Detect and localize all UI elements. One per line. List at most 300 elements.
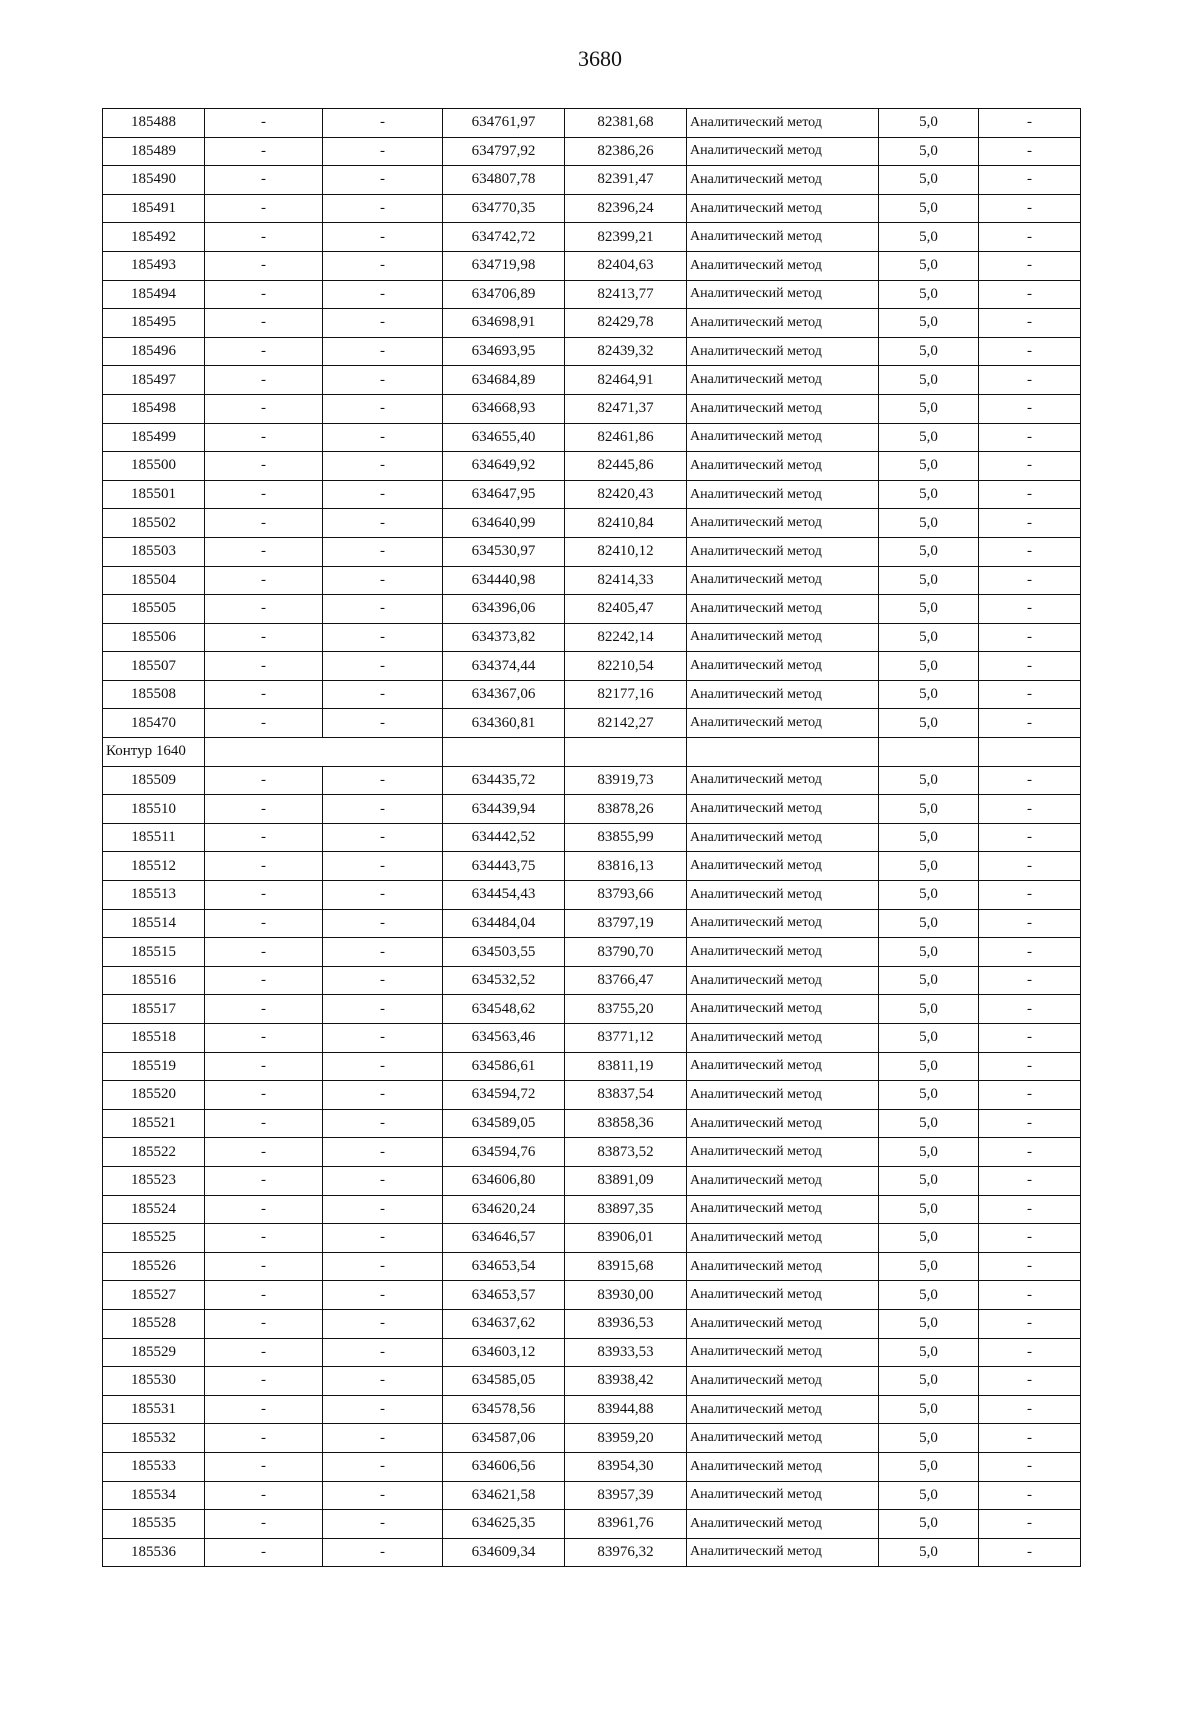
method-cell: Аналитический метод <box>687 452 879 481</box>
y-coordinate-cell: 83793,66 <box>565 881 687 910</box>
col-2-cell: - <box>205 166 323 195</box>
col-3-cell: - <box>323 566 443 595</box>
col-8-cell: - <box>979 1452 1081 1481</box>
col-2-cell: - <box>205 137 323 166</box>
x-coordinate-cell: 634435,72 <box>443 766 565 795</box>
point-number-cell: 185518 <box>103 1024 205 1053</box>
table-row <box>103 1224 1081 1253</box>
col-8-cell: - <box>979 1281 1081 1310</box>
method-cell: Аналитический метод <box>687 1081 879 1110</box>
point-number-cell: 185500 <box>103 452 205 481</box>
col-3-cell: - <box>323 1309 443 1338</box>
point-number-cell: 185533 <box>103 1452 205 1481</box>
table-row <box>103 1338 1081 1367</box>
col-2-cell: - <box>205 366 323 395</box>
y-coordinate-cell: 83976,32 <box>565 1538 687 1567</box>
method-cell: Аналитический метод <box>687 1424 879 1453</box>
point-number-cell: 185514 <box>103 909 205 938</box>
col-3-cell: - <box>323 1424 443 1453</box>
y-coordinate-cell: 82420,43 <box>565 480 687 509</box>
col-2-cell: - <box>205 1024 323 1053</box>
x-coordinate-cell: 634637,62 <box>443 1309 565 1338</box>
point-number-cell: 185510 <box>103 795 205 824</box>
col-8-cell: - <box>979 680 1081 709</box>
x-coordinate-cell: 634367,06 <box>443 680 565 709</box>
y-coordinate-cell: 82429,78 <box>565 309 687 338</box>
point-number-cell: 185531 <box>103 1395 205 1424</box>
col-3-cell: - <box>323 1481 443 1510</box>
accuracy-cell: 5,0 <box>879 280 979 309</box>
y-coordinate-cell: 83858,36 <box>565 1109 687 1138</box>
col-3-cell: - <box>323 1166 443 1195</box>
accuracy-cell: 5,0 <box>879 223 979 252</box>
method-cell: Аналитический метод <box>687 137 879 166</box>
col-8-cell: - <box>979 423 1081 452</box>
table-row <box>103 709 1081 738</box>
col-3-cell: - <box>323 480 443 509</box>
col-3-cell: - <box>323 309 443 338</box>
col-2-cell: - <box>205 1195 323 1224</box>
point-number-cell: 185535 <box>103 1510 205 1539</box>
accuracy-cell: 5,0 <box>879 1166 979 1195</box>
table-row <box>103 1052 1081 1081</box>
x-coordinate-cell: 634594,76 <box>443 1138 565 1167</box>
accuracy-cell: 5,0 <box>879 452 979 481</box>
col-2-cell: - <box>205 109 323 138</box>
point-number-cell: 185516 <box>103 966 205 995</box>
table-row <box>103 394 1081 423</box>
col-3-cell: - <box>323 881 443 910</box>
col-8-cell: - <box>979 995 1081 1024</box>
col-8-cell: - <box>979 1309 1081 1338</box>
accuracy-cell: 5,0 <box>879 309 979 338</box>
accuracy-cell: 5,0 <box>879 423 979 452</box>
x-coordinate-cell: 634719,98 <box>443 251 565 280</box>
point-number-cell: 185520 <box>103 1081 205 1110</box>
method-cell: Аналитический метод <box>687 1338 879 1367</box>
table-row <box>103 1424 1081 1453</box>
accuracy-cell: 5,0 <box>879 1024 979 1053</box>
accuracy-cell: 5,0 <box>879 680 979 709</box>
point-number-cell: 185509 <box>103 766 205 795</box>
accuracy-cell: 5,0 <box>879 881 979 910</box>
y-coordinate-cell: 82439,32 <box>565 337 687 366</box>
method-cell: Аналитический метод <box>687 881 879 910</box>
y-coordinate-cell: 82386,26 <box>565 137 687 166</box>
table-row <box>103 1024 1081 1053</box>
col-8-cell: - <box>979 909 1081 938</box>
y-coordinate-cell: 83961,76 <box>565 1510 687 1539</box>
table-row <box>103 1452 1081 1481</box>
col-8-cell: - <box>979 1166 1081 1195</box>
table-row <box>103 881 1081 910</box>
y-coordinate-cell: 83891,09 <box>565 1166 687 1195</box>
col-2-cell: - <box>205 709 323 738</box>
method-cell: Аналитический метод <box>687 566 879 595</box>
x-coordinate-cell: 634621,58 <box>443 1481 565 1510</box>
y-coordinate-cell: 83771,12 <box>565 1024 687 1053</box>
x-coordinate-cell: 634373,82 <box>443 623 565 652</box>
table-row <box>103 1510 1081 1539</box>
accuracy-cell: 5,0 <box>879 394 979 423</box>
x-coordinate-cell: 634374,44 <box>443 652 565 681</box>
x-coordinate-cell: 634587,06 <box>443 1424 565 1453</box>
table-row <box>103 766 1081 795</box>
col-2-cell: - <box>205 537 323 566</box>
x-coordinate-cell: 634698,91 <box>443 309 565 338</box>
y-coordinate-cell: 83915,68 <box>565 1252 687 1281</box>
table-row <box>103 337 1081 366</box>
y-coordinate-cell: 83790,70 <box>565 938 687 967</box>
point-number-cell: 185495 <box>103 309 205 338</box>
method-cell: Аналитический метод <box>687 938 879 967</box>
x-coordinate-cell: 634586,61 <box>443 1052 565 1081</box>
y-coordinate-cell: 82410,12 <box>565 537 687 566</box>
col-8-cell: - <box>979 795 1081 824</box>
point-number-cell: 185536 <box>103 1538 205 1567</box>
col-8-cell: - <box>979 452 1081 481</box>
method-cell: Аналитический метод <box>687 709 879 738</box>
table-row <box>103 1481 1081 1510</box>
col-8-cell: - <box>979 938 1081 967</box>
point-number-cell: 185506 <box>103 623 205 652</box>
x-coordinate-cell: 634693,95 <box>443 337 565 366</box>
y-coordinate-cell: 83936,53 <box>565 1309 687 1338</box>
method-cell: Аналитический метод <box>687 223 879 252</box>
col-8-cell: - <box>979 1224 1081 1253</box>
y-coordinate-cell: 82210,54 <box>565 652 687 681</box>
section-row <box>103 738 1081 767</box>
accuracy-cell: 5,0 <box>879 795 979 824</box>
table-row <box>103 595 1081 624</box>
method-cell: Аналитический метод <box>687 652 879 681</box>
col-8-cell: - <box>979 623 1081 652</box>
col-2-cell: - <box>205 1224 323 1253</box>
table-row <box>103 537 1081 566</box>
table-row <box>103 1252 1081 1281</box>
table-row <box>103 566 1081 595</box>
table-row <box>103 995 1081 1024</box>
table-row <box>103 909 1081 938</box>
method-cell: Аналитический метод <box>687 909 879 938</box>
table-row <box>103 509 1081 538</box>
y-coordinate-cell: 82381,68 <box>565 109 687 138</box>
y-coordinate-cell: 83816,13 <box>565 852 687 881</box>
point-number-cell: 185515 <box>103 938 205 967</box>
col-3-cell: - <box>323 423 443 452</box>
point-number-cell: 185527 <box>103 1281 205 1310</box>
x-coordinate-cell: 634443,75 <box>443 852 565 881</box>
point-number-cell: 185489 <box>103 137 205 166</box>
col-3-cell: - <box>323 766 443 795</box>
col-3-cell: - <box>323 938 443 967</box>
col-3-cell: - <box>323 1538 443 1567</box>
col-3-cell: - <box>323 795 443 824</box>
col-3-cell: - <box>323 680 443 709</box>
col-3-cell: - <box>323 1052 443 1081</box>
x-coordinate-cell: 634606,80 <box>443 1166 565 1195</box>
table-row <box>103 795 1081 824</box>
col-8-cell: - <box>979 537 1081 566</box>
method-cell: Аналитический метод <box>687 280 879 309</box>
method-cell: Аналитический метод <box>687 1481 879 1510</box>
col-3-cell: - <box>323 223 443 252</box>
y-coordinate-cell: 82445,86 <box>565 452 687 481</box>
col-3-cell: - <box>323 166 443 195</box>
col-8-cell: - <box>979 1081 1081 1110</box>
point-number-cell: 185511 <box>103 823 205 852</box>
point-number-cell: 185502 <box>103 509 205 538</box>
col-8-cell: - <box>979 337 1081 366</box>
method-cell: Аналитический метод <box>687 366 879 395</box>
col-2-cell: - <box>205 766 323 795</box>
x-coordinate-cell: 634647,95 <box>443 480 565 509</box>
point-number-cell: 185503 <box>103 537 205 566</box>
accuracy-cell: 5,0 <box>879 1309 979 1338</box>
col-8-cell: - <box>979 1252 1081 1281</box>
table-row <box>103 366 1081 395</box>
x-coordinate-cell: 634585,05 <box>443 1367 565 1396</box>
y-coordinate-cell: 83933,53 <box>565 1338 687 1367</box>
col-3-cell: - <box>323 1224 443 1253</box>
empty-cell <box>565 738 687 767</box>
y-coordinate-cell: 83938,42 <box>565 1367 687 1396</box>
point-number-cell: 185505 <box>103 595 205 624</box>
point-number-cell: 185519 <box>103 1052 205 1081</box>
method-cell: Аналитический метод <box>687 166 879 195</box>
col-8-cell: - <box>979 852 1081 881</box>
y-coordinate-cell: 82471,37 <box>565 394 687 423</box>
col-2-cell: - <box>205 1252 323 1281</box>
method-cell: Аналитический метод <box>687 1224 879 1253</box>
y-coordinate-cell: 82242,14 <box>565 623 687 652</box>
col-2-cell: - <box>205 823 323 852</box>
col-2-cell: - <box>205 652 323 681</box>
col-3-cell: - <box>323 280 443 309</box>
accuracy-cell: 5,0 <box>879 1481 979 1510</box>
method-cell: Аналитический метод <box>687 595 879 624</box>
col-2-cell: - <box>205 309 323 338</box>
accuracy-cell: 5,0 <box>879 1195 979 1224</box>
empty-cell <box>879 738 979 767</box>
accuracy-cell: 5,0 <box>879 366 979 395</box>
x-coordinate-cell: 634439,94 <box>443 795 565 824</box>
y-coordinate-cell: 83919,73 <box>565 766 687 795</box>
x-coordinate-cell: 634625,35 <box>443 1510 565 1539</box>
col-8-cell: - <box>979 109 1081 138</box>
x-coordinate-cell: 634807,78 <box>443 166 565 195</box>
method-cell: Аналитический метод <box>687 1309 879 1338</box>
x-coordinate-cell: 634653,57 <box>443 1281 565 1310</box>
point-number-cell: 185521 <box>103 1109 205 1138</box>
col-8-cell: - <box>979 566 1081 595</box>
x-coordinate-cell: 634603,12 <box>443 1338 565 1367</box>
col-8-cell: - <box>979 1481 1081 1510</box>
col-3-cell: - <box>323 1395 443 1424</box>
col-8-cell: - <box>979 1510 1081 1539</box>
accuracy-cell: 5,0 <box>879 852 979 881</box>
table-row <box>103 938 1081 967</box>
accuracy-cell: 5,0 <box>879 1252 979 1281</box>
table-row <box>103 652 1081 681</box>
col-8-cell: - <box>979 1424 1081 1453</box>
col-3-cell: - <box>323 623 443 652</box>
point-number-cell: 185498 <box>103 394 205 423</box>
point-number-cell: 185488 <box>103 109 205 138</box>
point-number-cell: 185490 <box>103 166 205 195</box>
col-3-cell: - <box>323 509 443 538</box>
col-2-cell: - <box>205 1109 323 1138</box>
accuracy-cell: 5,0 <box>879 109 979 138</box>
col-2-cell: - <box>205 1395 323 1424</box>
col-3-cell: - <box>323 1281 443 1310</box>
y-coordinate-cell: 82405,47 <box>565 595 687 624</box>
col-2-cell: - <box>205 1367 323 1396</box>
point-number-cell: 185517 <box>103 995 205 1024</box>
col-3-cell: - <box>323 452 443 481</box>
point-number-cell: 185513 <box>103 881 205 910</box>
method-cell: Аналитический метод <box>687 251 879 280</box>
col-3-cell: - <box>323 1138 443 1167</box>
method-cell: Аналитический метод <box>687 309 879 338</box>
table-row <box>103 823 1081 852</box>
y-coordinate-cell: 82396,24 <box>565 194 687 223</box>
table-row <box>103 452 1081 481</box>
table-row <box>103 1166 1081 1195</box>
accuracy-cell: 5,0 <box>879 652 979 681</box>
col-2-cell: - <box>205 452 323 481</box>
accuracy-cell: 5,0 <box>879 709 979 738</box>
table-row <box>103 1309 1081 1338</box>
x-coordinate-cell: 634655,40 <box>443 423 565 452</box>
empty-cell <box>205 738 443 767</box>
col-2-cell: - <box>205 1166 323 1195</box>
x-coordinate-cell: 634503,55 <box>443 938 565 967</box>
col-8-cell: - <box>979 280 1081 309</box>
method-cell: Аналитический метод <box>687 1252 879 1281</box>
x-coordinate-cell: 634706,89 <box>443 280 565 309</box>
col-2-cell: - <box>205 1338 323 1367</box>
x-coordinate-cell: 634578,56 <box>443 1395 565 1424</box>
y-coordinate-cell: 82464,91 <box>565 366 687 395</box>
accuracy-cell: 5,0 <box>879 1424 979 1453</box>
col-3-cell: - <box>323 823 443 852</box>
col-3-cell: - <box>323 1024 443 1053</box>
y-coordinate-cell: 82399,21 <box>565 223 687 252</box>
method-cell: Аналитический метод <box>687 1538 879 1567</box>
accuracy-cell: 5,0 <box>879 1138 979 1167</box>
empty-cell <box>979 738 1081 767</box>
x-coordinate-cell: 634594,72 <box>443 1081 565 1110</box>
col-2-cell: - <box>205 852 323 881</box>
col-8-cell: - <box>979 251 1081 280</box>
col-2-cell: - <box>205 566 323 595</box>
col-8-cell: - <box>979 1109 1081 1138</box>
y-coordinate-cell: 83755,20 <box>565 995 687 1024</box>
y-coordinate-cell: 82414,33 <box>565 566 687 595</box>
method-cell: Аналитический метод <box>687 1281 879 1310</box>
accuracy-cell: 5,0 <box>879 966 979 995</box>
table-row <box>103 423 1081 452</box>
col-2-cell: - <box>205 623 323 652</box>
table-row <box>103 1195 1081 1224</box>
col-3-cell: - <box>323 1510 443 1539</box>
method-cell: Аналитический метод <box>687 766 879 795</box>
col-2-cell: - <box>205 595 323 624</box>
point-number-cell: 185530 <box>103 1367 205 1396</box>
col-3-cell: - <box>323 966 443 995</box>
point-number-cell: 185492 <box>103 223 205 252</box>
method-cell: Аналитический метод <box>687 1452 879 1481</box>
col-8-cell: - <box>979 223 1081 252</box>
col-3-cell: - <box>323 537 443 566</box>
x-coordinate-cell: 634606,56 <box>443 1452 565 1481</box>
col-2-cell: - <box>205 337 323 366</box>
accuracy-cell: 5,0 <box>879 938 979 967</box>
col-2-cell: - <box>205 394 323 423</box>
accuracy-cell: 5,0 <box>879 166 979 195</box>
y-coordinate-cell: 83930,00 <box>565 1281 687 1310</box>
col-2-cell: - <box>205 509 323 538</box>
col-2-cell: - <box>205 1138 323 1167</box>
point-number-cell: 185497 <box>103 366 205 395</box>
point-number-cell: 185470 <box>103 709 205 738</box>
accuracy-cell: 5,0 <box>879 251 979 280</box>
col-8-cell: - <box>979 1024 1081 1053</box>
col-2-cell: - <box>205 1081 323 1110</box>
col-2-cell: - <box>205 1452 323 1481</box>
col-3-cell: - <box>323 394 443 423</box>
x-coordinate-cell: 634589,05 <box>443 1109 565 1138</box>
point-number-cell: 185501 <box>103 480 205 509</box>
col-2-cell: - <box>205 995 323 1024</box>
y-coordinate-cell: 83897,35 <box>565 1195 687 1224</box>
accuracy-cell: 5,0 <box>879 623 979 652</box>
col-2-cell: - <box>205 1309 323 1338</box>
method-cell: Аналитический метод <box>687 852 879 881</box>
y-coordinate-cell: 82391,47 <box>565 166 687 195</box>
col-3-cell: - <box>323 1195 443 1224</box>
col-8-cell: - <box>979 509 1081 538</box>
point-number-cell: 185532 <box>103 1424 205 1453</box>
col-3-cell: - <box>323 1452 443 1481</box>
point-number-cell: 185512 <box>103 852 205 881</box>
y-coordinate-cell: 83878,26 <box>565 795 687 824</box>
method-cell: Аналитический метод <box>687 1195 879 1224</box>
table-row <box>103 309 1081 338</box>
col-8-cell: - <box>979 652 1081 681</box>
accuracy-cell: 5,0 <box>879 337 979 366</box>
col-8-cell: - <box>979 1395 1081 1424</box>
table-row <box>103 480 1081 509</box>
col-2-cell: - <box>205 280 323 309</box>
method-cell: Аналитический метод <box>687 194 879 223</box>
col-2-cell: - <box>205 194 323 223</box>
x-coordinate-cell: 634396,06 <box>443 595 565 624</box>
x-coordinate-cell: 634649,92 <box>443 452 565 481</box>
accuracy-cell: 5,0 <box>879 1395 979 1424</box>
method-cell: Аналитический метод <box>687 1024 879 1053</box>
table-row <box>103 1081 1081 1110</box>
method-cell: Аналитический метод <box>687 1166 879 1195</box>
y-coordinate-cell: 83954,30 <box>565 1452 687 1481</box>
method-cell: Аналитический метод <box>687 537 879 566</box>
y-coordinate-cell: 83944,88 <box>565 1395 687 1424</box>
col-8-cell: - <box>979 309 1081 338</box>
method-cell: Аналитический метод <box>687 509 879 538</box>
col-3-cell: - <box>323 109 443 138</box>
accuracy-cell: 5,0 <box>879 1081 979 1110</box>
